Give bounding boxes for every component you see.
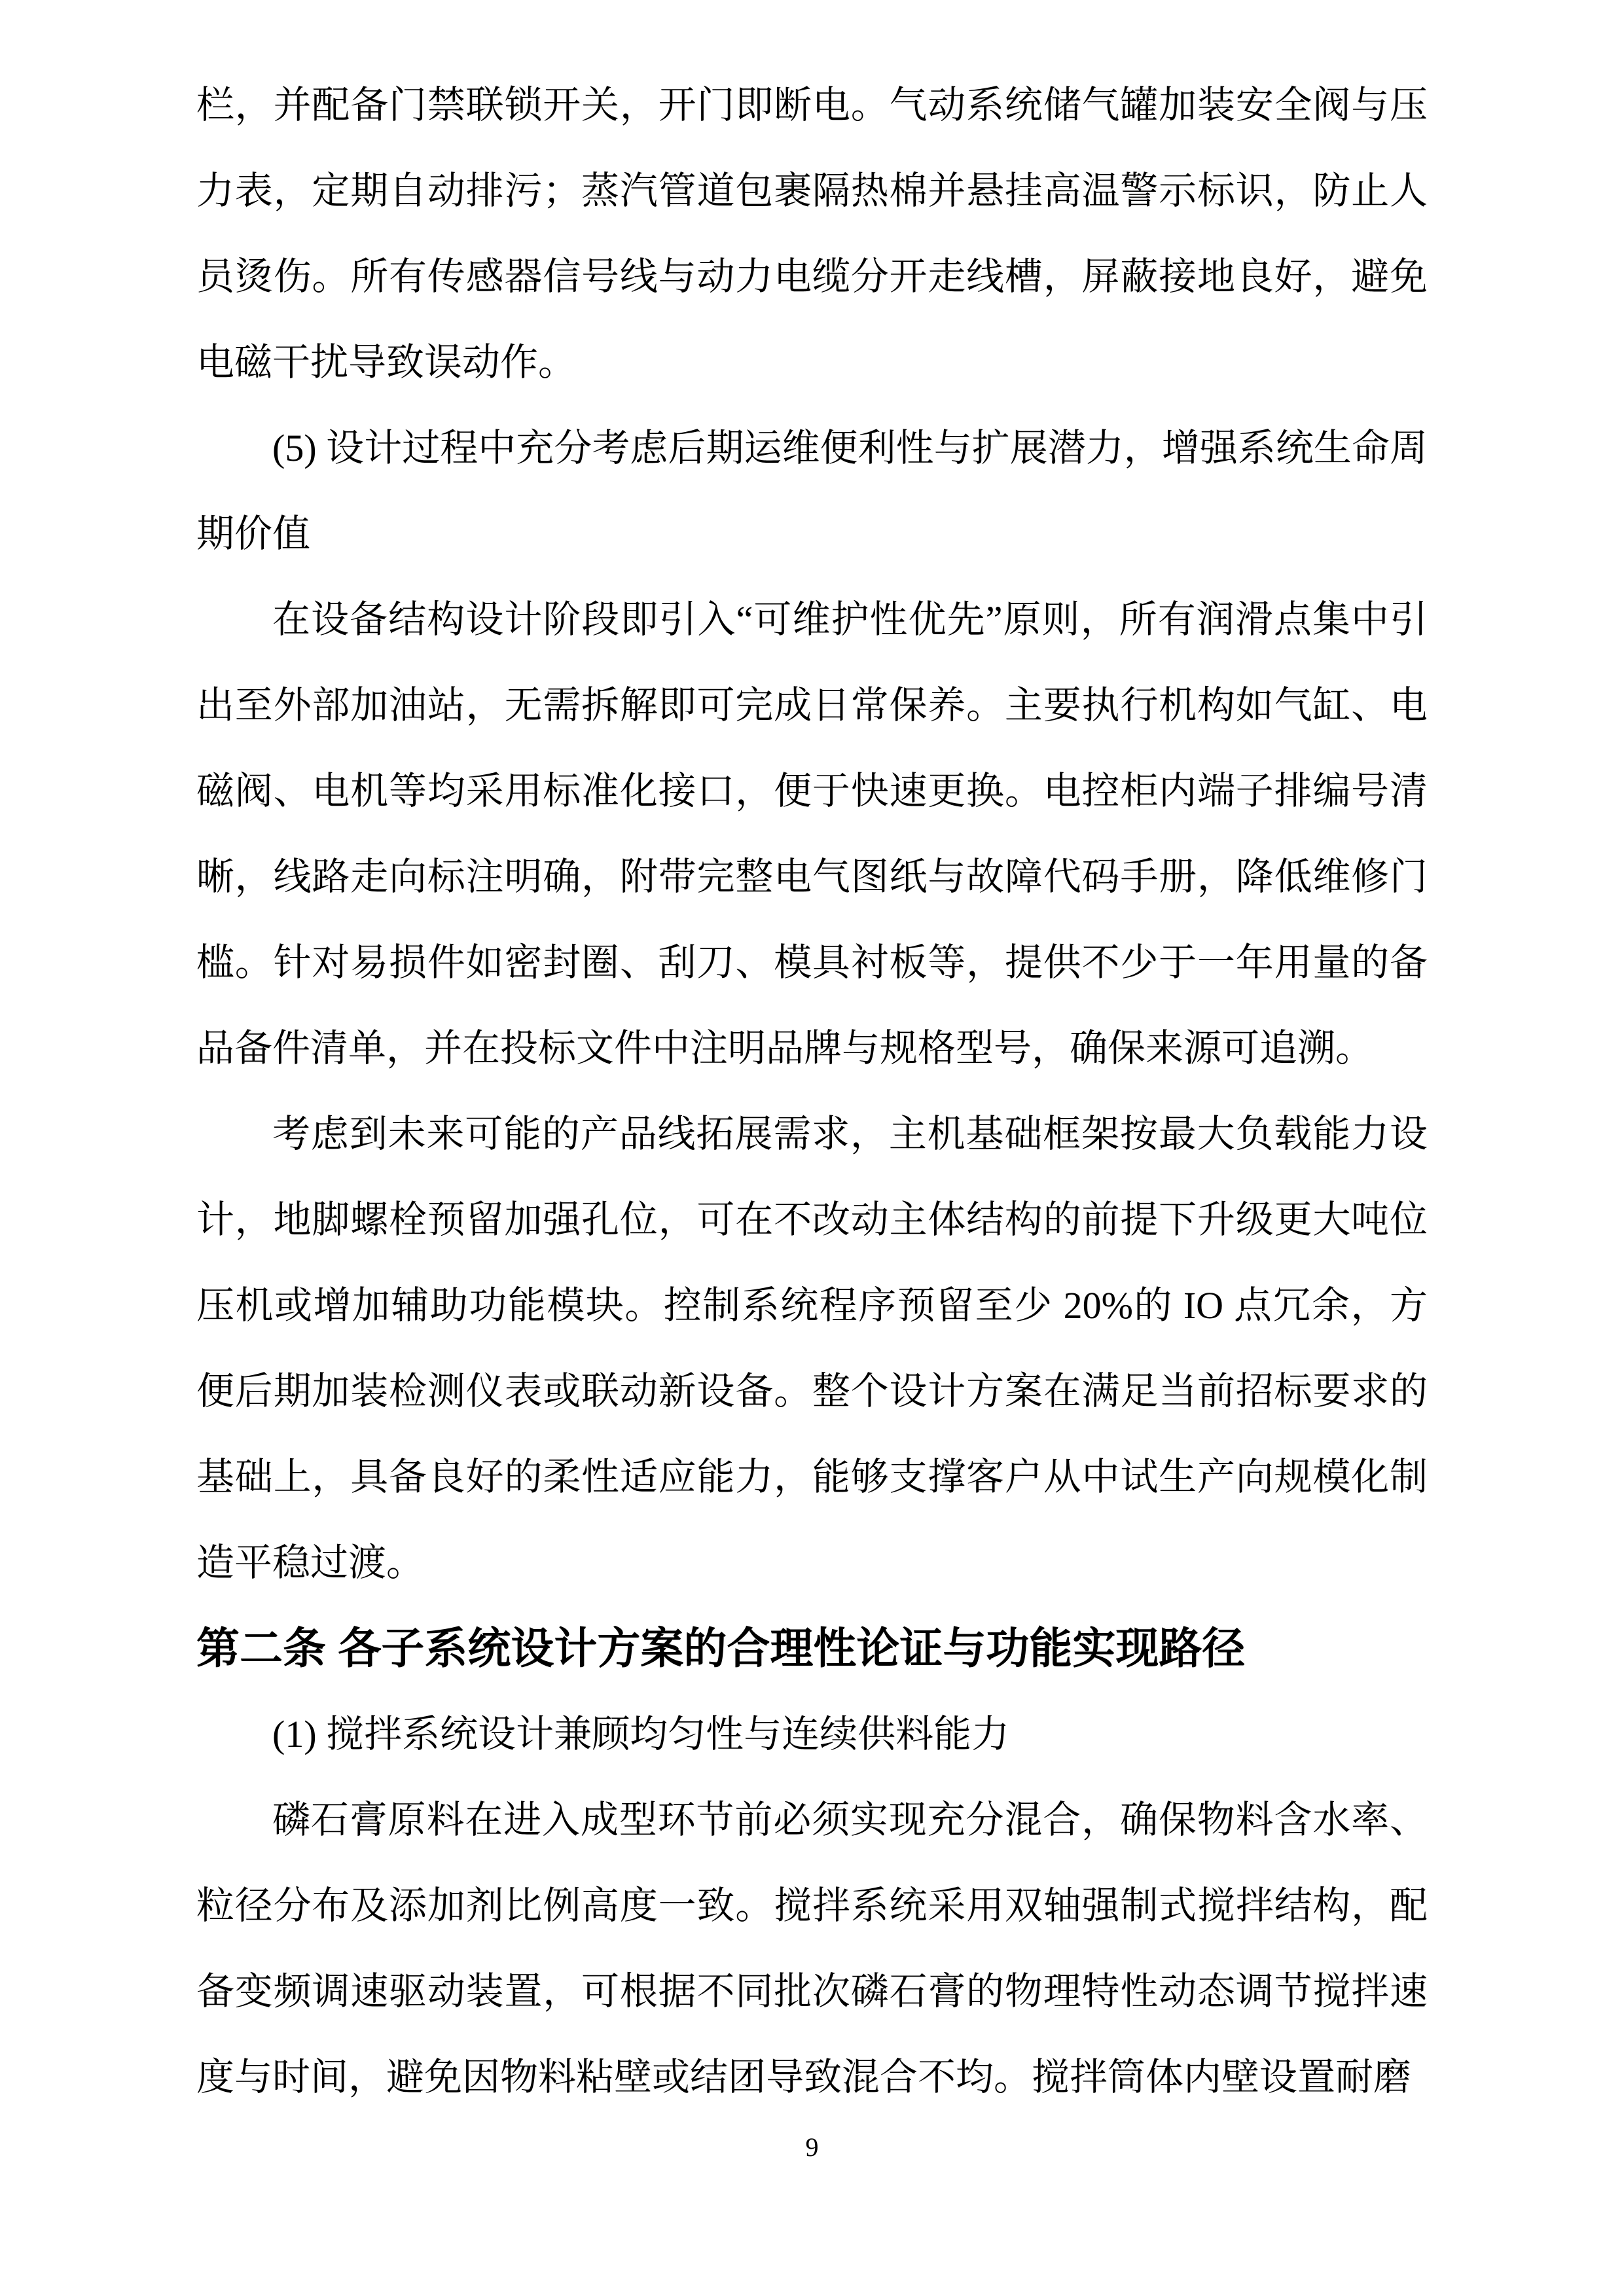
page-body	[196, 62, 1428, 2120]
paragraph-mixing-detail: 磷石膏原料在进入成型环节前必须实现充分混合，确保物料含水率、粒径分布及添加剂比例高度一致。搅拌系统采用双轴强制式搅拌结构，配备变频调速驱动装置，可根据不同批次磷石膏的物理特性动态调节搅拌速度与时间，避免因物料粘壁或结团导致混合不均。搅拌筒体内壁设置耐磨	[196, 1799, 1428, 2098]
paragraph-expandability: 考虑到未来可能的产品线拓展需求，主机基础框架按最大负载能力设计，地脚螺栓预留加强孔位，可在不改动主体结构的前提下升级更大吨位压机或增加辅助功能模块。控制系统程序预留至少 20%的 IO 点冗余，方便后期加装检测仪表或联动新设备。整个设计方案在满足当前招标要求的基础上，具备良好的柔性适应能力，能够支撑客户从中试生产向规模化制造平稳过渡。	[196, 1113, 1428, 1584]
paragraph-continuation-safety: 栏，并配备门禁联锁开关，开门即断电。气动系统储气罐加装安全阀与压力表，定期自动排污；蒸汽管道包裹隔热棉并悬挂高温警示标识，防止人员烫伤。所有传感器信号线与动力电缆分开走线槽，屏蔽接地良好，避免电磁干扰导致误动作。	[196, 84, 1428, 384]
page-number: 9	[805, 2132, 819, 2162]
section-heading-article-2: 第二条 各子系统设计方案的合理性论证与功能实现路径	[196, 1624, 1246, 1672]
paragraph-maintainability: 在设备结构设计阶段即引入“可维护性优先”原则，所有润滑点集中引出至外部加油站，无需拆解即可完成日常保养。主要执行机构如气缸、电磁阀、电机等均采用标准化接口，便于快速更换。电控柜内端子排编号清晰，线路走向标注明确，附带完整电气图纸与故障代码手册，降低维修门槛。针对易损件如密封圈、刮刀、模具衬板等，提供不少于一年用量的备品备件清单，并在投标文件中注明品牌与规格型号，确保来源可追溯。	[196, 598, 1428, 1069]
paragraph-item-5-title: (5) 设计过程中充分考虑后期运维便利性与扩展潜力，增强系统生命周期价值	[196, 427, 1428, 555]
paragraph-item-1-mixing-title: (1) 搅拌系统设计兼顾均匀性与连续供料能力	[272, 1713, 1010, 1755]
